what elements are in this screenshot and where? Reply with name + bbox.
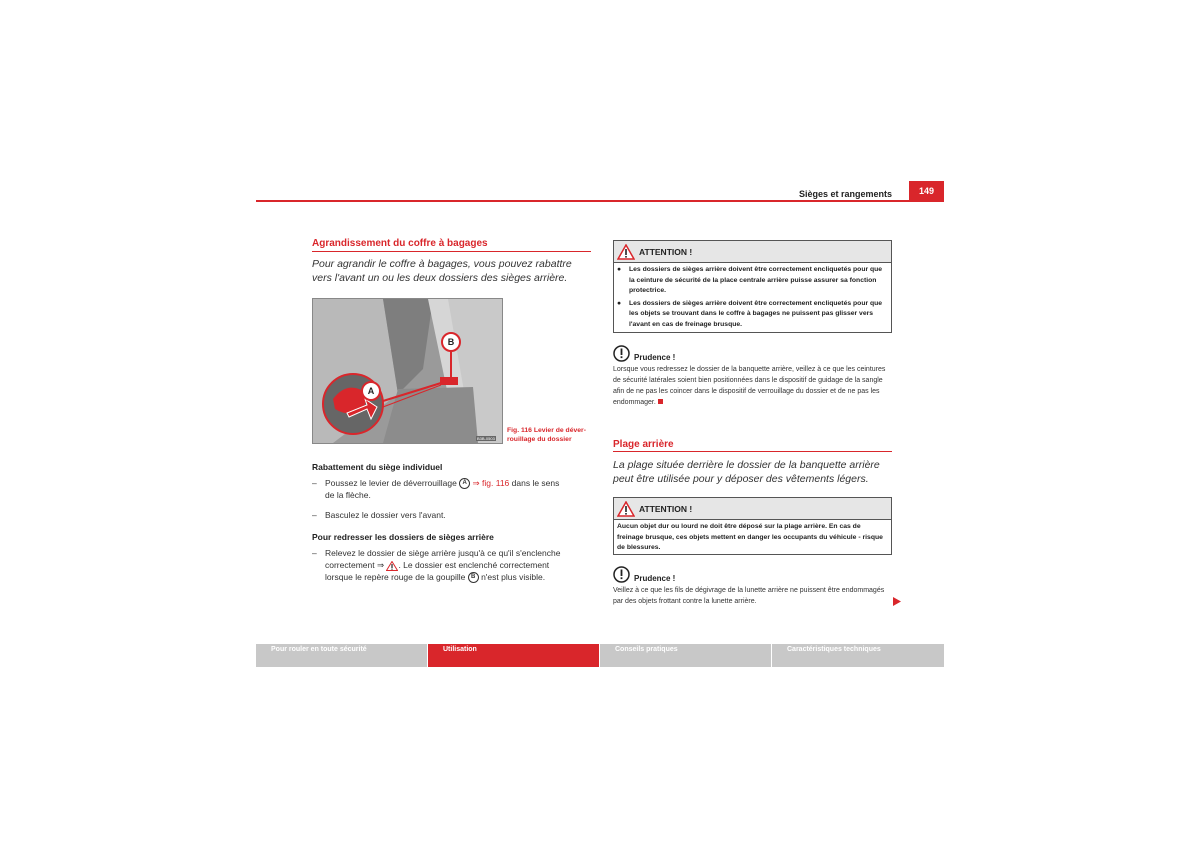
item-text: de la flèche.	[325, 490, 371, 501]
caption-line-2: rouillage du dossier	[507, 436, 572, 443]
section-title-plage: Plage arrière	[613, 439, 674, 450]
section-rule	[613, 451, 892, 452]
item-text: correctement ⇒	[325, 560, 387, 570]
caution-title: Prudence !	[634, 353, 676, 362]
warning-body: Aucun objet dur ou lourd ne doit être déposé sur la plage arrière. En cas de freinage brusque, ces objets mettent en danger les occupants du véhicule - risque de blessures.	[617, 523, 883, 552]
warning-bullet: ● Les dossiers de sièges arrière doivent être correctement encliquetés pour que la ceinture de sécurité de la place centrale arrière puisse assurer sa fonction protectrice.	[617, 265, 888, 297]
header-rule	[256, 200, 944, 202]
warning-triangle-icon	[386, 561, 398, 571]
subsection-title: Rabattement du siège individuel	[312, 462, 443, 472]
warning-body	[614, 263, 891, 333]
footer-tab-conseils[interactable]: Conseils pratiques	[600, 644, 771, 667]
footer-tab-utilisation[interactable]: Utilisation	[428, 644, 599, 667]
warning-box-2	[613, 497, 892, 555]
caption-line-1: Fig. 116 Levier de déver-	[507, 427, 586, 434]
figure-caption	[507, 426, 586, 444]
item-text: n'est plus visible.	[478, 572, 546, 582]
footer-tab-caracteristiques[interactable]: Caractéristiques techniques	[772, 644, 944, 667]
figure-label-a: A	[361, 381, 381, 401]
exclamation-circle-icon	[613, 566, 630, 583]
warning-title: ATTENTION !	[639, 503, 693, 514]
item-text: lorsque le repère rouge de la goupille	[325, 572, 468, 582]
item-text: dans le sens	[509, 478, 560, 488]
exclamation-circle-icon	[613, 345, 630, 362]
caution-header	[613, 345, 892, 362]
seat-release-lever-illustration	[313, 299, 502, 443]
caution-text: Veillez à ce que les fils de dégivrage de la lunette arrière ne puissent être endommagés par des objets frottant contre la lunette arrière.	[613, 587, 885, 605]
item-text: Basculez le dossier vers l'avant.	[325, 510, 446, 521]
caution-header	[613, 566, 892, 583]
footer-tab-securite[interactable]: Pour rouler en toute sécurité	[256, 644, 427, 667]
warning-header	[614, 241, 891, 263]
warning-title: ATTENTION !	[639, 246, 693, 257]
warning-triangle-icon	[617, 501, 635, 517]
item-text: . Le dossier est enclenché correctement	[398, 560, 550, 570]
list-item: – Relevez le dossier de siège arrière jusqu'à ce qu'il s'enclenche correctement ⇒ . Le dossier est enclenché correctement lorsque le repère rouge de la goupille B n'est plus visible.	[312, 548, 561, 582]
item-text: Poussez le levier de déverrouillage	[325, 478, 460, 488]
bullet-text: Les dossiers de sièges arrière doivent être correctement encliquetés pour que les objets se trouvant dans le coffre à bagages ne puissent pas glisser vers l'avant en cas de freinage brusque.	[629, 299, 883, 328]
item-text: Relevez le dossier de siège arrière jusqu'à ce qu'il s'enclenche	[325, 548, 561, 558]
caution-text: Lorsque vous redressez le dossier de la banquette arrière, veillez à ce que les ceintures de sécurité latérales soient bien positionnées dans le dispositif de guidage de la sangle afin de ne pas les coincer dans le dispositif de verrouillage du dossier et de ne pas les endommager.	[613, 366, 886, 406]
warning-bullet: ● Les dossiers de sièges arrière doivent être correctement encliquetés pour que les objets se trouvant dans le coffre à bagages ne puissent pas glisser vers l'avant en cas de freinage brusque.	[617, 299, 888, 331]
section-title-coffre: Agrandissement du coffre à bagages	[312, 238, 488, 249]
next-page-arrow-icon[interactable]	[893, 597, 901, 606]
warning-header	[614, 498, 891, 520]
chapter-title: Sièges et rangements	[798, 189, 892, 199]
subsection-redresser	[312, 531, 597, 583]
bullet-text: Les dossiers de sièges arrière doivent être correctement encliquetés pour que la ceinture de sécurité de la place centrale arrière puisse assurer sa fonction protectrice.	[629, 266, 883, 295]
list-item: – Basculez le dossier vers l'avant.	[312, 510, 446, 521]
list-item: – Poussez le levier de déverrouillage A ⇒ fig. 116 dans le sens de la flèche.	[312, 478, 560, 501]
section-intro: La plage située derrière le dossier de la banquette arrière peut être utilisée pour y déposer des vêtements légers.	[613, 459, 880, 485]
subsection-rabattement	[312, 461, 597, 521]
section-rule	[312, 251, 591, 252]
end-marker	[658, 399, 663, 404]
subsection-title: Pour redresser les dossiers de sièges arrière	[312, 532, 494, 542]
caution-block-1	[613, 345, 892, 408]
label-b-circle: B	[468, 572, 479, 583]
caution-title: Prudence !	[634, 574, 676, 583]
caution-block-2	[613, 566, 892, 607]
figure-label-b: B	[441, 332, 461, 352]
warning-box-1	[613, 240, 892, 333]
warning-triangle-icon	[617, 244, 635, 260]
fig-116-link[interactable]: ⇒ fig. 116	[470, 478, 510, 488]
label-a-circle: A	[459, 478, 470, 489]
figure-code: B3B-0503	[477, 436, 495, 441]
section-intro: Pour agrandir le coffre à bagages, vous pouvez rabattre vers l'avant un ou les deux dossiers des sièges arrière.	[312, 258, 572, 284]
page-number: 149	[909, 181, 944, 200]
figure-116	[312, 298, 503, 444]
